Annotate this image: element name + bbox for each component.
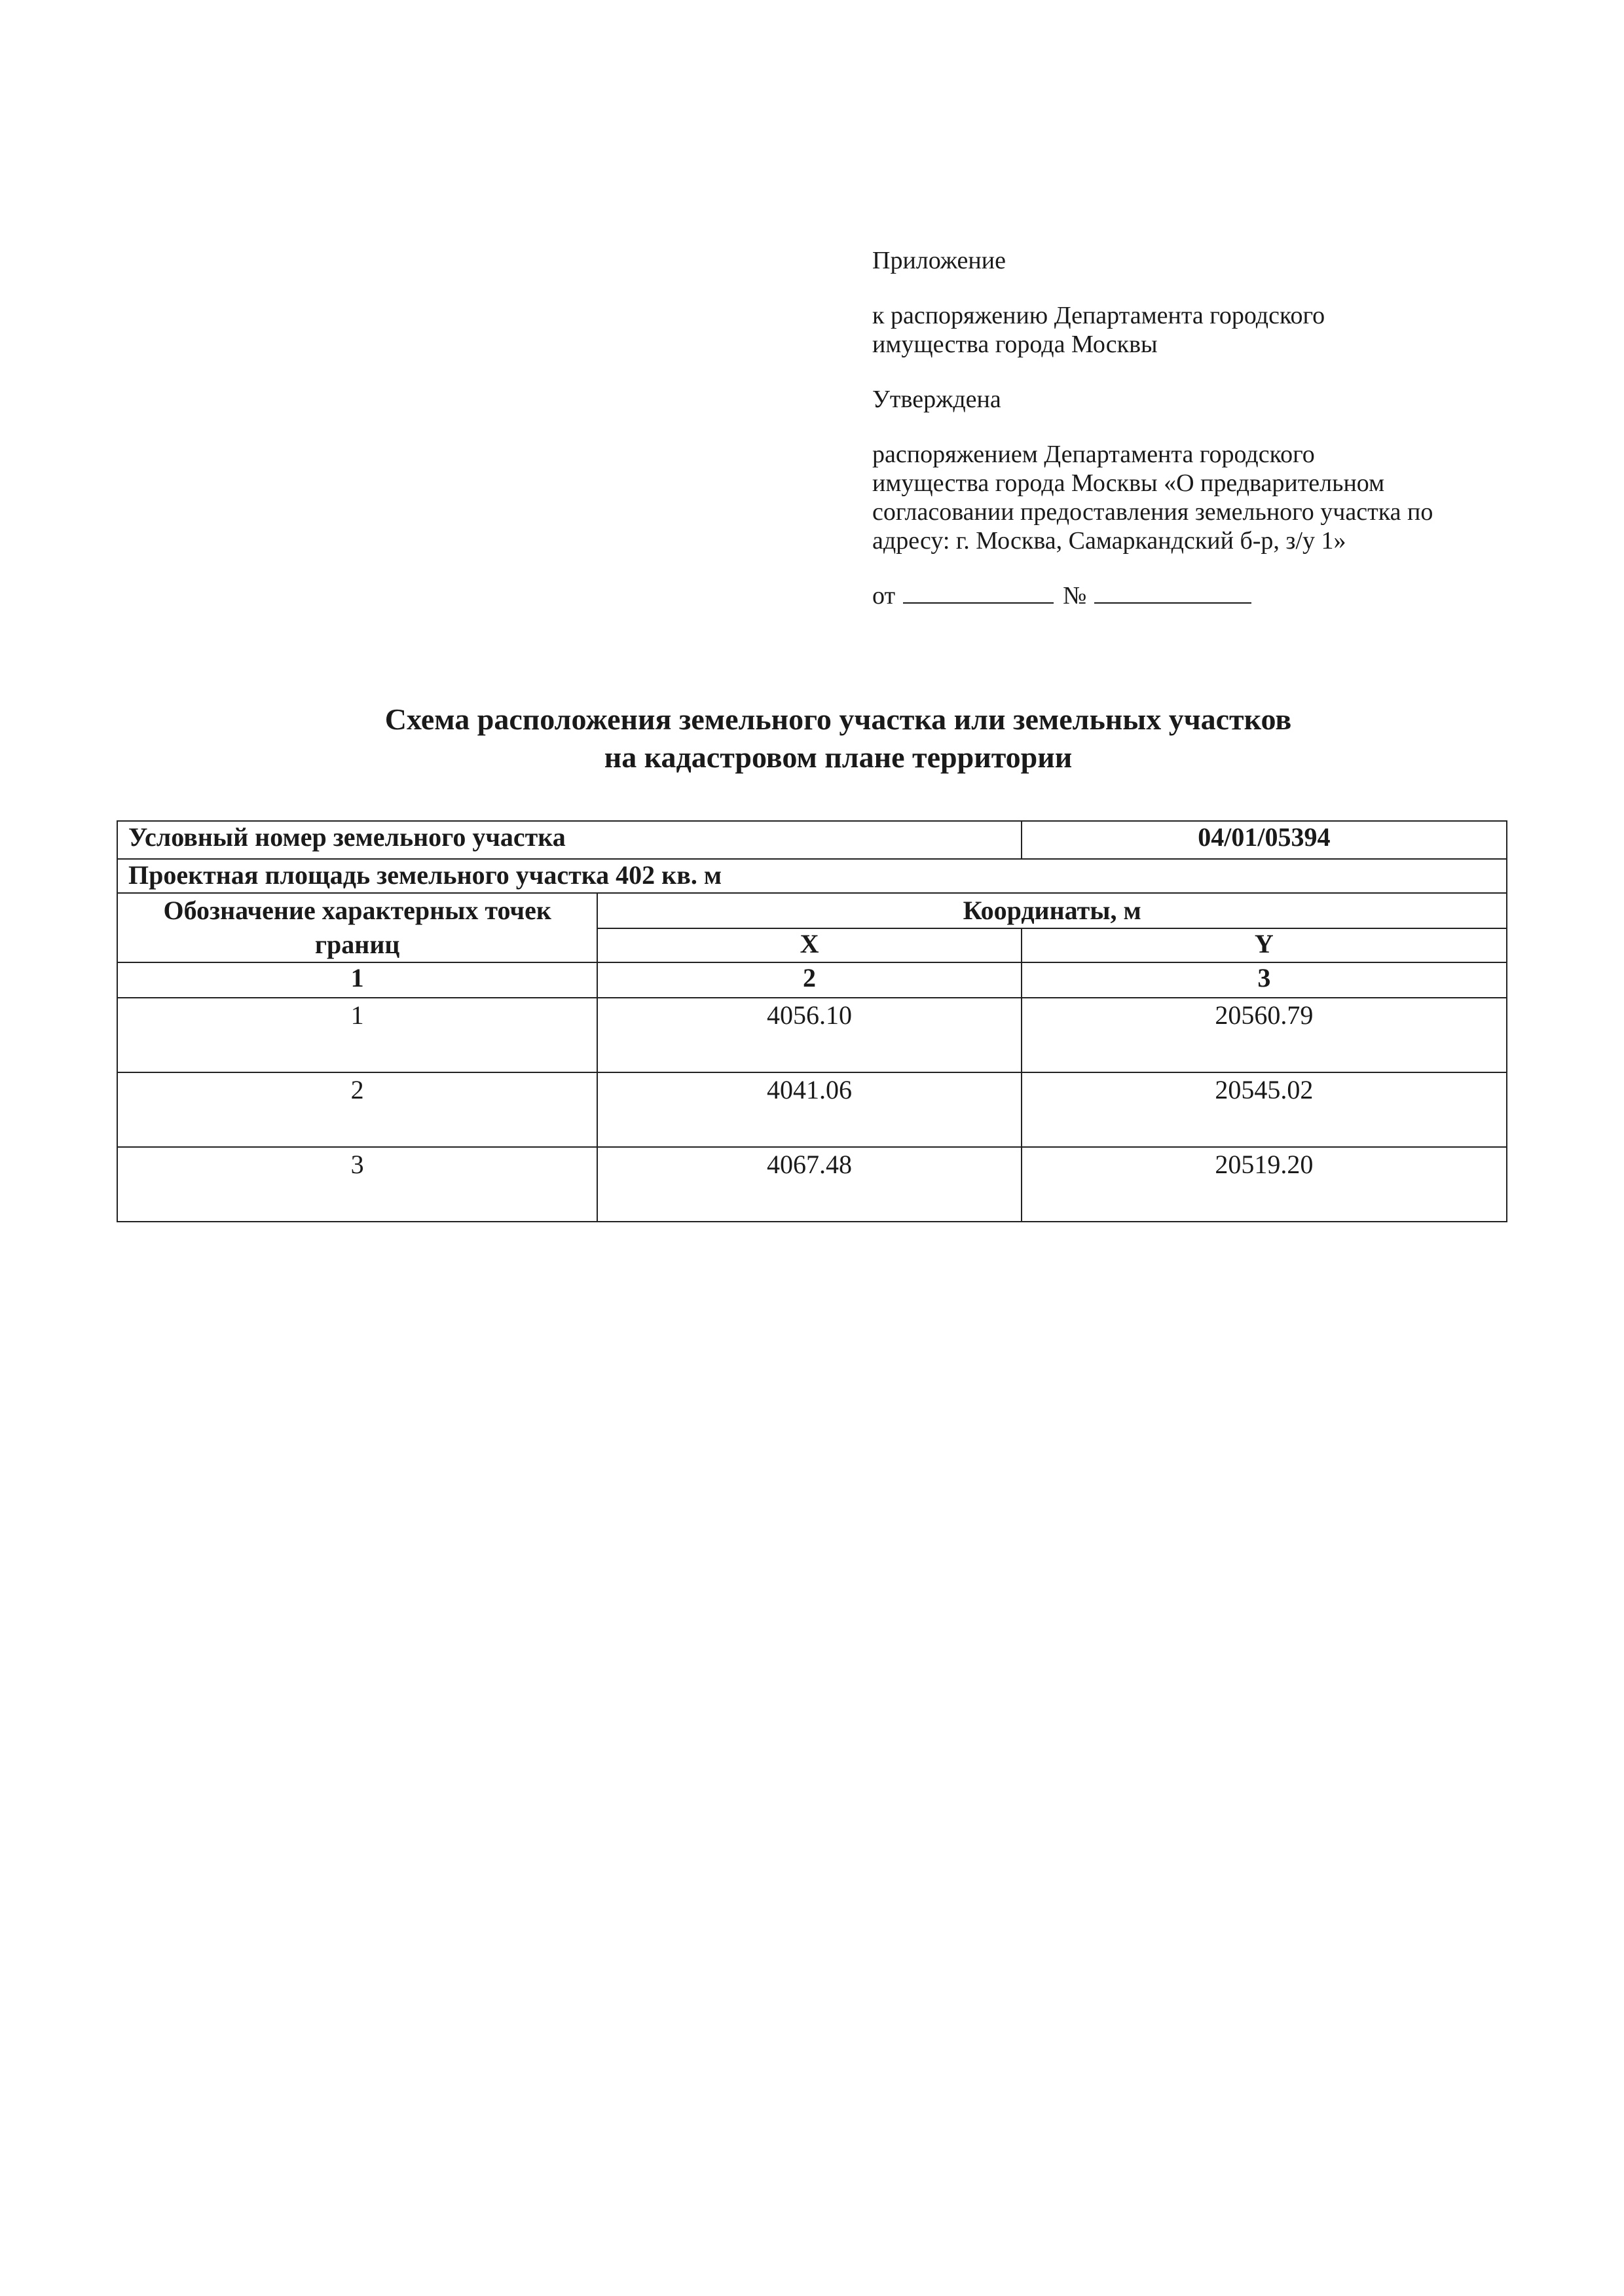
y-coordinate: 20519.20 xyxy=(1022,1147,1507,1222)
project-area: Проектная площадь земельного участка 402 кв. м xyxy=(117,859,1507,893)
number-blank-field xyxy=(1094,580,1251,604)
column-numbers-row xyxy=(117,962,1507,998)
x-coordinate: 4056.10 xyxy=(597,998,1021,1072)
date-number-line xyxy=(872,580,1527,610)
area-row xyxy=(117,859,1507,893)
column-number: 1 xyxy=(117,962,597,998)
order-line-3: согласовании предоставления земельного участка по xyxy=(872,498,1433,526)
point-number: 1 xyxy=(117,998,597,1072)
to-order-line-2: имущества города Москвы xyxy=(872,331,1158,358)
order-line-2: имущества города Москвы «О предварительном xyxy=(872,469,1385,497)
coordinates-header: Координаты, м xyxy=(597,893,1507,928)
order-line-4: адресу: г. Москва, Самаркандский б-р, з/у 1» xyxy=(872,527,1346,555)
cadastral-number-value: 04/01/05394 xyxy=(1022,821,1507,859)
table-row xyxy=(117,998,1507,1072)
y-coordinate: 20545.02 xyxy=(1022,1072,1507,1147)
approved-label: Утверждена xyxy=(872,386,1001,413)
number-sign: № xyxy=(1063,582,1087,610)
date-prefix: от xyxy=(872,582,896,610)
x-coordinate: 4067.48 xyxy=(597,1147,1021,1222)
point-number: 3 xyxy=(117,1147,597,1222)
y-header: Y xyxy=(1022,928,1507,962)
coordinates-table xyxy=(117,820,1507,1222)
appendix-label: Приложение xyxy=(872,247,1006,274)
order-line-1: распоряжением Департамента городского xyxy=(872,441,1315,468)
cadastral-number-label: Условный номер земельного участка xyxy=(117,821,1022,859)
title-line-1: Схема расположения земельного участка или земельных участков xyxy=(384,702,1292,736)
date-blank-field xyxy=(903,580,1054,604)
column-number: 2 xyxy=(597,962,1021,998)
appendix-header xyxy=(872,246,1527,610)
table-row xyxy=(117,1147,1507,1222)
cadastral-row xyxy=(117,821,1507,859)
header-row xyxy=(117,893,1507,928)
y-coordinate: 20560.79 xyxy=(1022,998,1507,1072)
x-header: X xyxy=(597,928,1021,962)
to-order-line-1: к распоряжению Департамента городского xyxy=(872,302,1325,329)
x-coordinate: 4041.06 xyxy=(597,1072,1021,1147)
points-header: Обозначение характерных точек границ xyxy=(117,893,597,962)
document-title xyxy=(0,701,1624,776)
point-number: 2 xyxy=(117,1072,597,1147)
column-number: 3 xyxy=(1022,962,1507,998)
table-row xyxy=(117,1072,1507,1147)
title-line-2: на кадастровом плане территории xyxy=(604,740,1073,774)
